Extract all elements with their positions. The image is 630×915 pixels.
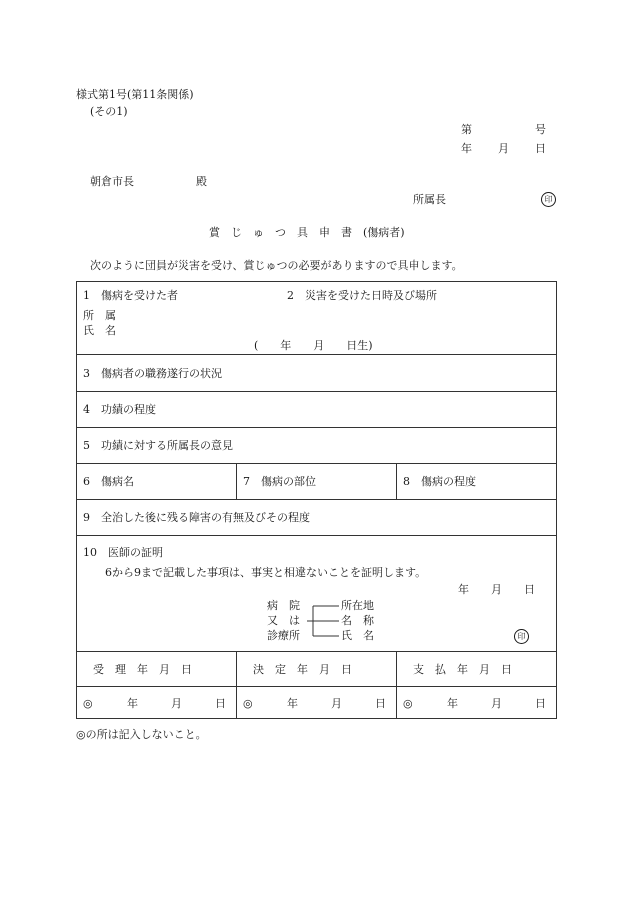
received-date-header: 受 理 年 月 日 [93,663,192,676]
facility-label-or: 又 は [267,614,300,627]
footnote: ◎の所は記入しないこと。 [76,728,207,741]
certificate-date: 年 月 日 [458,583,535,596]
row-divider [77,354,556,355]
col-divider [236,463,237,499]
row-divider [77,463,556,464]
row-divider [77,391,556,392]
payment-date-header: 支 払 年 月 日 [413,663,512,676]
doc-number-suffix: 号 [535,123,546,136]
document-title: 賞 じ ゅ つ 具 申 書 (傷病者) [209,226,405,239]
facility-address-label: 所在地 [341,599,374,612]
facility-label-clinic: 診療所 [267,629,300,642]
field-birthdate: ( 年 月 日生) [254,339,373,352]
field-injury-severity: 8 傷病の程度 [403,475,476,488]
seal-mark: 印 [541,192,556,207]
payment-date: 年 月 日 [447,697,546,710]
addressee: 朝倉市長 [90,175,134,188]
sender-title: 所属長 [413,193,446,206]
form-number: 様式第1号(第11条関係) [76,88,194,101]
date-year: 年 [461,142,472,155]
intro-text: 次のように団員が災害を受け、賞じゅつの必要がありますので具申します。 [90,259,463,272]
date-day: 日 [535,142,546,155]
doctor-name-label: 氏 名 [341,629,374,642]
date-month: 月 [498,142,509,155]
row-divider [77,651,556,652]
field-injury-name: 6 傷病名 [83,475,134,488]
received-date: 年 月 日 [127,697,226,710]
facility-name-label: 名 称 [341,614,374,627]
decision-mark: ◎ [243,697,253,710]
field-supervisor-opinion: 5 功績に対する所属長の意見 [83,439,233,452]
facility-label-hospital: 病 院 [267,599,300,612]
seal-icon [541,192,556,207]
certificate-statement: 6から9まで記載した事項は、事実と相違ないことを証明します。 [105,566,427,579]
row-divider [77,499,556,500]
doctor-seal-icon [514,629,529,644]
row-divider [77,427,556,428]
field-injured-person: 1 傷病を受けた者 [83,289,178,302]
field-merit-degree: 4 功績の程度 [83,403,156,416]
doc-number-prefix: 第 [461,123,472,136]
col-divider [396,651,397,719]
field-duty-status: 3 傷病者の職務遂行の状況 [83,367,222,380]
decision-date: 年 月 日 [287,697,386,710]
field-doctor-certificate: 10 医師の証明 [83,546,163,559]
row-divider [77,686,556,687]
field-disaster-datetime-place: 2 災害を受けた日時及び場所 [287,289,437,302]
doctor-seal-mark: 印 [514,629,529,644]
form-table [76,281,557,719]
row-divider [77,535,556,536]
form-part: (その1) [90,105,128,118]
received-mark: ◎ [83,697,93,710]
bracket-lines [305,600,341,644]
col-divider [236,651,237,719]
field-affiliation: 所 属 [83,309,116,322]
addressee-honorific: 殿 [196,175,207,188]
payment-mark: ◎ [403,697,413,710]
field-injury-site: 7 傷病の部位 [243,475,316,488]
col-divider [396,463,397,499]
decision-date-header: 決 定 年 月 日 [253,663,352,676]
field-residual-disability: 9 全治した後に残る障害の有無及びその程度 [83,511,310,524]
field-name: 氏 名 [83,324,116,337]
